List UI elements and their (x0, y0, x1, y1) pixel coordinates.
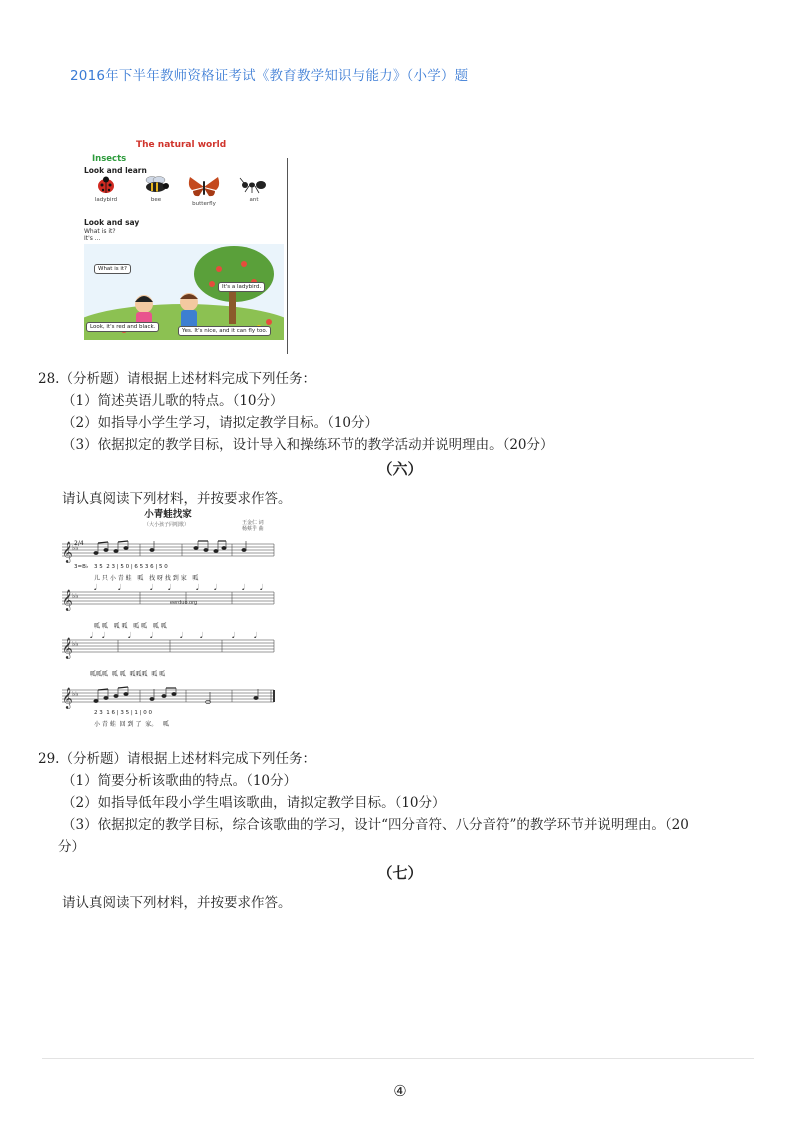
insect-ladybird: ladybird (86, 176, 126, 203)
question-item-continuation: 分） (58, 839, 85, 855)
speech-bubble: What is it? (94, 264, 131, 274)
textbook-title: The natural world (136, 140, 227, 150)
svg-text:𝅘𝅥: 𝅘𝅥 (180, 631, 183, 640)
song-subtitle: （大小孩子同唱歌） (144, 522, 190, 528)
question-item: （3）依据拟定的教学目标，综合该歌曲的学习，设计“四分音符、八分音符”的教学环节并说明理由。（20 (62, 817, 689, 833)
question-item: （2）如指导低年段小学生唱该歌曲，请拟定教学目标。（10分） (62, 795, 446, 811)
svg-text:𝄞: 𝄞 (62, 542, 73, 563)
svg-text:𝅘𝅥: 𝅘𝅥 (94, 583, 97, 592)
speech-bubble: It's a ladybird. (218, 282, 265, 292)
song-title: 小青蛙找家 (144, 509, 192, 520)
svg-text:♭♭: ♭♭ (72, 592, 79, 600)
svg-text:𝅘𝅥: 𝅘𝅥 (102, 631, 105, 640)
staff-notation (60, 532, 276, 742)
lyrics-line: 呱 呱 呱 呱 呱 呱 呱 呱 (94, 623, 167, 630)
question-item: （1）简述英语儿歌的特点。（10分） (62, 393, 284, 409)
svg-text:𝄞: 𝄞 (62, 638, 73, 659)
insect-ant: ant (234, 176, 274, 203)
svg-text:♭♭: ♭♭ (72, 544, 79, 552)
ant-icon (239, 176, 269, 194)
svg-text:𝅘𝅥: 𝅘𝅥 (214, 583, 217, 592)
section-instruction: 请认真阅读下列材料，并按要求作答。 (62, 895, 292, 911)
question-item: （2）如指导小学生学习，请拟定教学目标。（10分） (62, 415, 379, 431)
jianpu-numbers: 3 5 2 3 | 5 0 | 6 5 3 6 | 5 0 (94, 564, 168, 570)
svg-text:𝅘𝅥: 𝅘𝅥 (128, 631, 131, 640)
section-instruction: 请认真阅读下列材料，并按要求作答。 (62, 491, 292, 507)
bee-icon (141, 176, 171, 194)
textbook-look-learn: Look and learn (84, 166, 147, 175)
speech-bubble: Look, it's red and black. (86, 322, 159, 332)
svg-text:𝅘𝅥: 𝅘𝅥 (150, 631, 153, 640)
question-item: （1）简要分析该歌曲的特点。（10分） (62, 773, 298, 789)
textbook-image (84, 136, 290, 356)
question-item: （3）依据拟定的教学目标，设计导入和操练环节的教学活动并说明理由。（20分） (62, 437, 554, 453)
question-stem: 28.（分析题）请根据上述材料完成下列任务： (38, 371, 316, 387)
svg-text:𝅘𝅥: 𝅘𝅥 (90, 631, 93, 640)
document-header-title: 2016年下半年教师资格证考试《教育教学知识与能力》（小学）题 (70, 68, 469, 84)
svg-text:𝅘𝅥: 𝅘𝅥 (242, 583, 245, 592)
svg-text:𝅘𝅥: 𝅘𝅥 (232, 631, 235, 640)
svg-text:𝅘𝅥: 𝅘𝅥 (200, 631, 203, 640)
jianpu-numbers: 2 3 1 6 | 3 5 | 1 | 0 0 (94, 710, 153, 716)
butterfly-icon (187, 176, 221, 198)
question-stem: 29.（分析题）请根据上述材料完成下列任务： (38, 751, 316, 767)
image-edge-line (287, 158, 288, 354)
lyrics-line: 小 青 蛙 回 到 了 家。 呱 (94, 721, 169, 728)
lyrics-line: 儿 只 小 青 蛙 呱 找 呀 找 到 家 呱 (94, 575, 199, 582)
time-signature: 2/4 (74, 540, 84, 547)
svg-text:𝄞: 𝄞 (62, 688, 73, 709)
svg-text:𝅘𝅥: 𝅘𝅥 (196, 583, 199, 592)
question-28 (38, 368, 554, 456)
speech-bubble: Yes. It's nice, and it can fly too. (178, 326, 271, 336)
key-signature: 3=B♭ (74, 564, 89, 570)
svg-text:𝅘𝅥: 𝅘𝅥 (254, 631, 257, 640)
insect-bee: bee (136, 176, 176, 203)
section-heading-7: （七） (377, 864, 423, 882)
page-number: ④ (393, 1082, 407, 1100)
svg-text:𝅘𝅥: 𝅘𝅥 (260, 583, 263, 592)
score-watermark: eerduo.org (170, 600, 198, 606)
textbook-subtitle: Insects (92, 154, 127, 164)
textbook-look-say: Look and say (84, 218, 140, 227)
svg-text:♭♭: ♭♭ (72, 690, 79, 698)
svg-text:𝄞: 𝄞 (62, 590, 73, 611)
svg-text:𝅘𝅥: 𝅘𝅥 (118, 583, 121, 592)
footer-divider (42, 1058, 754, 1059)
song-credits: 王金仁 词 杨蔡乎 曲 (242, 520, 264, 532)
ladybird-icon (95, 176, 117, 194)
question-29 (38, 748, 689, 858)
insect-butterfly: butterfly (184, 176, 224, 207)
svg-text:♭♭: ♭♭ (72, 640, 79, 648)
music-score (60, 506, 276, 736)
section-heading-6: （六） (377, 460, 423, 478)
textbook-question: What is it? It's ... (84, 228, 116, 242)
lyrics-line: 呱呱呱 呱 呱 呱呱呱 呱 呱 (90, 671, 166, 678)
svg-text:𝅘𝅥: 𝅘𝅥 (168, 583, 171, 592)
svg-text:𝅘𝅥: 𝅘𝅥 (150, 583, 153, 592)
